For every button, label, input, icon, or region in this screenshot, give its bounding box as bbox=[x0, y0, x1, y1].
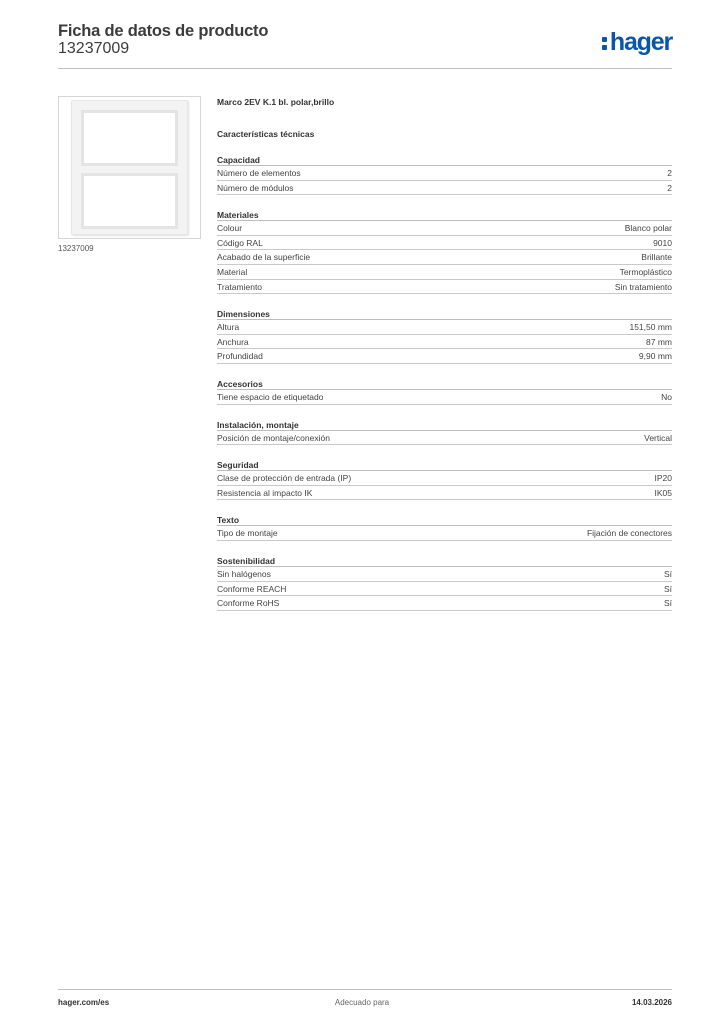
spec-row bbox=[217, 596, 672, 611]
spec-group bbox=[217, 459, 672, 500]
spec-label: Posición de montaje/conexión bbox=[217, 432, 330, 443]
spec-value: 9010 bbox=[653, 237, 672, 248]
spec-label: Número de elementos bbox=[217, 168, 301, 178]
spec-group bbox=[217, 209, 672, 294]
spec-label: Altura bbox=[217, 322, 240, 333]
spec-label: Resistencia al impacto IK bbox=[217, 487, 313, 498]
spec-value: Sí bbox=[663, 583, 672, 594]
footer-website: hager.com/es bbox=[58, 998, 110, 1007]
spec-row bbox=[217, 166, 672, 181]
spec-row bbox=[217, 349, 672, 364]
logo-text: hager bbox=[609, 28, 672, 56]
footer-divider bbox=[58, 989, 672, 990]
spec-group-title: Dimensiones bbox=[217, 308, 672, 320]
spec-label: Sin halógenos bbox=[217, 568, 271, 579]
spec-group-title: Materiales bbox=[217, 209, 672, 221]
spec-value: Blanco polar bbox=[624, 223, 672, 234]
spec-group bbox=[217, 308, 672, 364]
spec-value: 87 mm bbox=[646, 336, 672, 347]
spec-label: Anchura bbox=[217, 336, 249, 347]
spec-value: IP20 bbox=[654, 473, 672, 484]
spec-row bbox=[217, 320, 672, 335]
spec-group-title: Capacidad bbox=[217, 154, 672, 166]
spec-row bbox=[217, 181, 672, 196]
spec-sheet bbox=[217, 96, 672, 611]
spec-group-title: Instalación, montaje bbox=[217, 419, 672, 431]
footer-center-text: Adecuado para bbox=[334, 998, 390, 1007]
spec-group-title: Sostenibilidad bbox=[217, 555, 672, 567]
spec-value: 151,50 mm bbox=[629, 322, 672, 333]
spec-group bbox=[217, 555, 672, 611]
spec-value: Termoplástico bbox=[619, 266, 672, 277]
spec-group-title: Seguridad bbox=[217, 459, 672, 471]
spec-value: 9,90 mm bbox=[638, 351, 672, 362]
spec-label: Clase de protección de entrada (IP) bbox=[217, 473, 352, 484]
spec-row bbox=[217, 221, 672, 236]
footer-date: 14.03.2026 bbox=[631, 998, 672, 1007]
spec-row bbox=[217, 280, 672, 295]
spec-value: 2 bbox=[667, 182, 672, 193]
spec-label: Profundidad bbox=[217, 351, 263, 362]
spec-value: 2 bbox=[667, 168, 672, 178]
spec-value: Brillante bbox=[641, 252, 672, 263]
section-heading: Características técnicas bbox=[217, 129, 315, 139]
logo-colon-icon bbox=[602, 28, 607, 54]
spec-group bbox=[217, 154, 672, 195]
spec-row bbox=[217, 431, 672, 446]
spec-row bbox=[217, 471, 672, 486]
spec-row bbox=[217, 335, 672, 350]
product-name: Marco 2EV K.1 bl. polar,brillo bbox=[217, 97, 335, 107]
spec-groups bbox=[217, 154, 672, 611]
spec-group-title: Accesorios bbox=[217, 378, 672, 390]
product-number: 13237009 bbox=[58, 40, 130, 57]
spec-label: Código RAL bbox=[217, 237, 263, 248]
spec-group bbox=[217, 419, 672, 446]
spec-value: Fijación de conectores bbox=[586, 528, 672, 539]
spec-label: Colour bbox=[217, 223, 243, 234]
spec-value: Vertical bbox=[644, 432, 672, 443]
spec-row bbox=[217, 250, 672, 265]
document-title: Ficha de datos de producto bbox=[58, 22, 269, 40]
spec-row bbox=[217, 390, 672, 405]
spec-label: Conforme RoHS bbox=[217, 598, 280, 609]
spec-group bbox=[217, 514, 672, 541]
spec-label: Conforme REACH bbox=[217, 583, 287, 594]
spec-value: Sí bbox=[663, 568, 672, 579]
frame-cutout-bottom bbox=[81, 173, 178, 229]
product-image bbox=[58, 96, 201, 239]
spec-row bbox=[217, 236, 672, 251]
spec-label: Tiene espacio de etiquetado bbox=[217, 391, 324, 402]
spec-label: Material bbox=[217, 266, 248, 277]
spec-group-title: Texto bbox=[217, 514, 672, 526]
spec-label: Tipo de montaje bbox=[217, 528, 278, 539]
spec-row bbox=[217, 582, 672, 597]
spec-group bbox=[217, 378, 672, 405]
spec-value: No bbox=[661, 391, 672, 402]
spec-label: Acabado de la superficie bbox=[217, 252, 311, 263]
hager-logo bbox=[602, 28, 672, 57]
spec-row bbox=[217, 567, 672, 582]
spec-label: Número de módulos bbox=[217, 182, 294, 193]
spec-value: Sin tratamiento bbox=[614, 281, 672, 292]
spec-row bbox=[217, 526, 672, 541]
frame-plate-illustration bbox=[71, 100, 188, 235]
frame-cutout-top bbox=[81, 110, 178, 166]
spec-label: Tratamiento bbox=[217, 281, 263, 292]
document-header bbox=[58, 22, 672, 70]
header-divider bbox=[58, 68, 672, 69]
spec-value: Sí bbox=[663, 598, 672, 609]
image-caption: 13237009 bbox=[58, 244, 94, 253]
spec-value: IK05 bbox=[654, 487, 672, 498]
spec-row bbox=[217, 486, 672, 501]
spec-row bbox=[217, 265, 672, 280]
